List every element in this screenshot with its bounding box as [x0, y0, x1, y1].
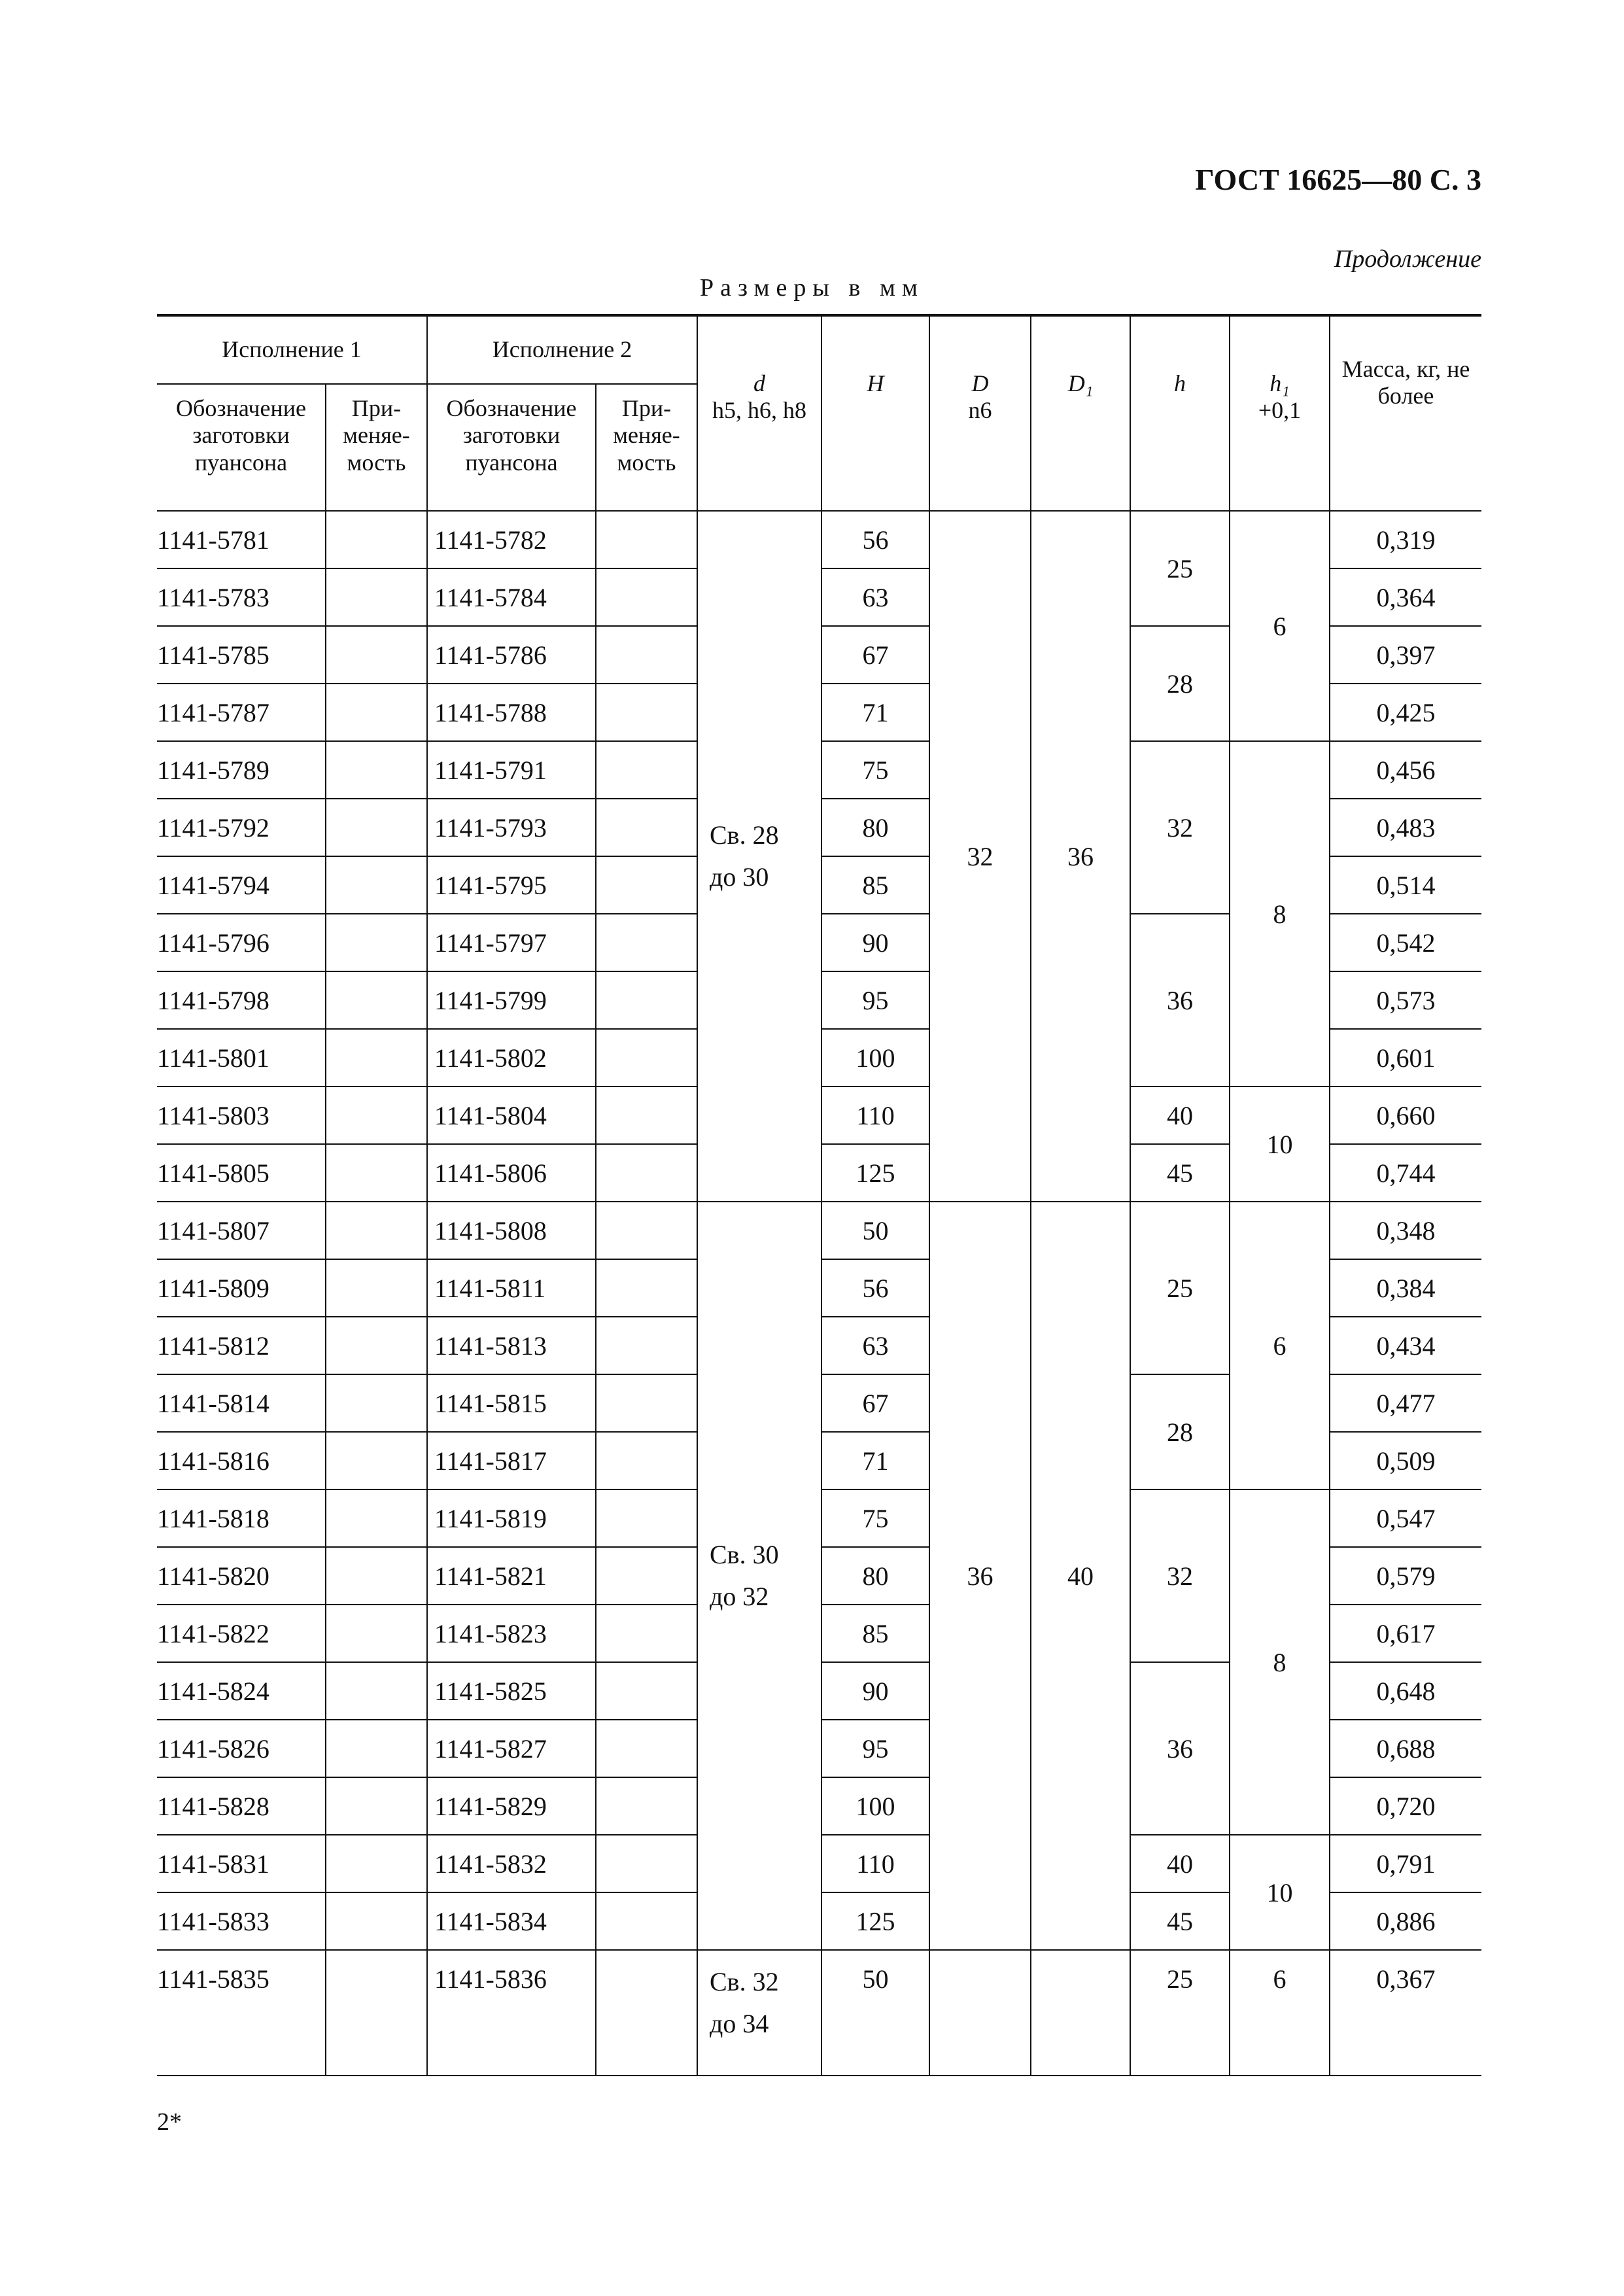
blank-code-2: 1141-5806: [427, 1144, 596, 1202]
cell-h: 25: [1130, 1950, 1230, 2076]
header-D1: D₁: [1031, 315, 1130, 511]
header-blank-code-2: Обозначение заготовки пуансона: [427, 384, 596, 511]
blank-code-2: 1141-5819: [427, 1489, 596, 1547]
blank-code-2: 1141-5832: [427, 1835, 596, 1892]
cell-mass: 0,434: [1330, 1317, 1481, 1374]
applicability-1: [326, 568, 427, 626]
cell-D-group-1: 32: [929, 511, 1031, 1202]
d-range-from: Св. 32: [710, 1967, 779, 1996]
cell-h: 40: [1130, 1087, 1230, 1144]
blank-code-1: 1141-5833: [157, 1892, 326, 1950]
table-row: [157, 1950, 1481, 2076]
blank-code-2: 1141-5799: [427, 971, 596, 1029]
blank-code-1: 1141-5835: [157, 1950, 326, 2076]
header-D: [929, 315, 1031, 511]
cell-D: [929, 1950, 1031, 2076]
cell-mass: 0,364: [1330, 568, 1481, 626]
blank-code-2: 1141-5802: [427, 1029, 596, 1087]
blank-code-1: 1141-5803: [157, 1087, 326, 1144]
header-h1-symbol: h₁: [1270, 370, 1290, 396]
group-header-execution-2: Исполнение 2: [427, 315, 697, 384]
cell-mass: 0,601: [1330, 1029, 1481, 1087]
blank-code-2: 1141-5815: [427, 1374, 596, 1432]
applicability-2: [596, 511, 697, 568]
cell-H: 63: [821, 1317, 929, 1374]
applicability-1: [326, 1029, 427, 1087]
blank-code-1: 1141-5789: [157, 741, 326, 799]
applicability-1: [326, 1087, 427, 1144]
applicability-1: [326, 914, 427, 971]
cell-h: 45: [1130, 1144, 1230, 1202]
d-range-from: Св. 30: [710, 1540, 779, 1569]
cell-H: 56: [821, 511, 929, 568]
cell-H: 71: [821, 684, 929, 741]
applicability-1: [326, 1892, 427, 1950]
cell-H: 95: [821, 971, 929, 1029]
cell-mass: 0,425: [1330, 684, 1481, 741]
cell-H: 85: [821, 1605, 929, 1662]
cell-mass: 0,477: [1330, 1374, 1481, 1432]
blank-code-1: 1141-5785: [157, 626, 326, 684]
blank-code-2: 1141-5836: [427, 1950, 596, 2076]
applicability-2: [596, 1432, 697, 1489]
d-range-group-2: [697, 1202, 821, 1950]
applicability-2: [596, 1835, 697, 1892]
cell-h: 36: [1130, 1662, 1230, 1835]
header-D-tolerance: n6: [968, 397, 992, 424]
applicability-2: [596, 1892, 697, 1950]
cell-mass: 0,617: [1330, 1605, 1481, 1662]
cell-H: 125: [821, 1892, 929, 1950]
blank-code-2: 1141-5797: [427, 914, 596, 971]
blank-code-1: 1141-5794: [157, 856, 326, 914]
cell-mass: 0,547: [1330, 1489, 1481, 1547]
cell-mass: 0,483: [1330, 799, 1481, 856]
blank-code-1: 1141-5807: [157, 1202, 326, 1259]
blank-code-1: 1141-5809: [157, 1259, 326, 1317]
cell-h1: 10: [1230, 1087, 1330, 1202]
d-range-group-3: [697, 1950, 821, 2076]
blank-code-2: 1141-5804: [427, 1087, 596, 1144]
cell-mass: 0,384: [1330, 1259, 1481, 1317]
page-header-title: ГОСТ 16625—80 С. 3: [1195, 163, 1481, 196]
applicability-2: [596, 1259, 697, 1317]
header-H: H: [821, 315, 929, 511]
applicability-2: [596, 1547, 697, 1605]
blank-code-2: 1141-5791: [427, 741, 596, 799]
applicability-1: [326, 684, 427, 741]
cell-mass: 0,509: [1330, 1432, 1481, 1489]
cell-D1-group-1: 36: [1031, 511, 1130, 1202]
blank-code-2: 1141-5827: [427, 1720, 596, 1777]
blank-code-1: 1141-5818: [157, 1489, 326, 1547]
table-caption: Размеры в мм: [700, 274, 924, 302]
blank-code-1: 1141-5828: [157, 1777, 326, 1835]
cell-mass: 0,720: [1330, 1777, 1481, 1835]
cell-H: 100: [821, 1777, 929, 1835]
header-mass: Масса, кг, не более: [1330, 315, 1481, 511]
blank-code-1: 1141-5824: [157, 1662, 326, 1720]
cell-h1: 8: [1230, 741, 1330, 1087]
header-h1-tolerance: +0,1: [1258, 397, 1302, 424]
applicability-1: [326, 1259, 427, 1317]
cell-H: 50: [821, 1202, 929, 1259]
applicability-2: [596, 1374, 697, 1432]
applicability-1: [326, 626, 427, 684]
applicability-2: [596, 799, 697, 856]
cell-mass: 0,744: [1330, 1144, 1481, 1202]
cell-H: 75: [821, 1489, 929, 1547]
blank-code-2: 1141-5823: [427, 1605, 596, 1662]
cell-H: 95: [821, 1720, 929, 1777]
cell-h: 40: [1130, 1835, 1230, 1892]
applicability-2: [596, 1489, 697, 1547]
d-range-to: до 32: [710, 1582, 769, 1611]
cell-H: 110: [821, 1835, 929, 1892]
blank-code-2: 1141-5825: [427, 1662, 596, 1720]
cell-H: 56: [821, 1259, 929, 1317]
applicability-1: [326, 1720, 427, 1777]
blank-code-2: 1141-5795: [427, 856, 596, 914]
cell-h: 25: [1130, 1202, 1230, 1374]
dimensions-table: [157, 314, 1481, 2076]
applicability-1: [326, 1605, 427, 1662]
header-h1: [1230, 315, 1330, 511]
cell-H: 71: [821, 1432, 929, 1489]
cell-h1: 6: [1230, 511, 1330, 741]
applicability-2: [596, 1720, 697, 1777]
applicability-1: [326, 741, 427, 799]
cell-h1: 6: [1230, 1950, 1330, 2076]
cell-H: 80: [821, 799, 929, 856]
cell-mass: 0,579: [1330, 1547, 1481, 1605]
cell-mass: 0,348: [1330, 1202, 1481, 1259]
cell-mass: 0,319: [1330, 511, 1481, 568]
applicability-2: [596, 741, 697, 799]
cell-H: 90: [821, 914, 929, 971]
cell-mass: 0,688: [1330, 1720, 1481, 1777]
cell-mass: 0,542: [1330, 914, 1481, 971]
cell-mass: 0,573: [1330, 971, 1481, 1029]
cell-H: 100: [821, 1029, 929, 1087]
table-row: [157, 1202, 1481, 1259]
blank-code-2: 1141-5793: [427, 799, 596, 856]
blank-code-1: 1141-5781: [157, 511, 326, 568]
header-applicability-1: При-меняе-мость: [326, 384, 427, 511]
blank-code-1: 1141-5805: [157, 1144, 326, 1202]
cell-mass: 0,456: [1330, 741, 1481, 799]
cell-mass: 0,648: [1330, 1662, 1481, 1720]
cell-H: 67: [821, 1374, 929, 1432]
applicability-2: [596, 856, 697, 914]
blank-code-1: 1141-5796: [157, 914, 326, 971]
cell-mass: 0,660: [1330, 1087, 1481, 1144]
applicability-2: [596, 1144, 697, 1202]
applicability-2: [596, 914, 697, 971]
header-blank-code-1: Обозначение заготовки пуансона: [157, 384, 326, 511]
applicability-2: [596, 971, 697, 1029]
header-d-symbol: d: [753, 370, 765, 396]
cell-h: 36: [1130, 914, 1230, 1087]
cell-H: 67: [821, 626, 929, 684]
blank-code-1: 1141-5816: [157, 1432, 326, 1489]
cell-H: 50: [821, 1950, 929, 2076]
cell-mass: 0,791: [1330, 1835, 1481, 1892]
blank-code-2: 1141-5811: [427, 1259, 596, 1317]
cell-H: 80: [821, 1547, 929, 1605]
d-range-to: до 30: [710, 862, 769, 892]
cell-h1: 6: [1230, 1202, 1330, 1489]
cell-H: 90: [821, 1662, 929, 1720]
cell-D1-group-2: 40: [1031, 1202, 1130, 1950]
blank-code-1: 1141-5783: [157, 568, 326, 626]
cell-D-group-2: 36: [929, 1202, 1031, 1950]
cell-D1: [1031, 1950, 1130, 2076]
blank-code-1: 1141-5826: [157, 1720, 326, 1777]
blank-code-2: 1141-5817: [427, 1432, 596, 1489]
applicability-1: [326, 1374, 427, 1432]
blank-code-2: 1141-5782: [427, 511, 596, 568]
cell-mass: 0,397: [1330, 626, 1481, 684]
blank-code-1: 1141-5787: [157, 684, 326, 741]
applicability-1: [326, 971, 427, 1029]
applicability-1: [326, 1777, 427, 1835]
blank-code-1: 1141-5792: [157, 799, 326, 856]
cell-h: 28: [1130, 1374, 1230, 1489]
d-range-group-1: [697, 511, 821, 1202]
blank-code-1: 1141-5801: [157, 1029, 326, 1087]
cell-mass: 0,886: [1330, 1892, 1481, 1950]
blank-code-1: 1141-5820: [157, 1547, 326, 1605]
header-d-tolerance: h5, h6, h8: [712, 397, 806, 424]
applicability-2: [596, 1605, 697, 1662]
applicability-1: [326, 1489, 427, 1547]
blank-code-1: 1141-5831: [157, 1835, 326, 1892]
applicability-2: [596, 1202, 697, 1259]
applicability-1: [326, 799, 427, 856]
cell-H: 85: [821, 856, 929, 914]
blank-code-2: 1141-5808: [427, 1202, 596, 1259]
header-d: [697, 315, 821, 511]
header-applicability-2: При-меняе-мость: [596, 384, 697, 511]
applicability-1: [326, 856, 427, 914]
blank-code-1: 1141-5822: [157, 1605, 326, 1662]
table-row: [157, 511, 1481, 568]
cell-h: 32: [1130, 1489, 1230, 1662]
applicability-1: [326, 1317, 427, 1374]
applicability-1: [326, 1950, 427, 2076]
continuation-label: Продолжение: [1334, 245, 1481, 273]
blank-code-1: 1141-5814: [157, 1374, 326, 1432]
cell-h1: 10: [1230, 1835, 1330, 1950]
blank-code-2: 1141-5788: [427, 684, 596, 741]
cell-H: 75: [821, 741, 929, 799]
applicability-2: [596, 684, 697, 741]
cell-H: 110: [821, 1087, 929, 1144]
applicability-1: [326, 1835, 427, 1892]
header-D-symbol: D: [971, 370, 989, 396]
blank-code-2: 1141-5786: [427, 626, 596, 684]
applicability-1: [326, 1662, 427, 1720]
blank-code-2: 1141-5834: [427, 1892, 596, 1950]
d-range-to: до 34: [710, 2009, 769, 2038]
blank-code-1: 1141-5812: [157, 1317, 326, 1374]
applicability-2: [596, 568, 697, 626]
applicability-1: [326, 1144, 427, 1202]
page-footer-mark: 2*: [157, 2108, 182, 2136]
blank-code-2: 1141-5821: [427, 1547, 596, 1605]
applicability-2: [596, 1029, 697, 1087]
blank-code-2: 1141-5813: [427, 1317, 596, 1374]
cell-h1: 8: [1230, 1489, 1330, 1835]
applicability-2: [596, 1662, 697, 1720]
d-range-from: Св. 28: [710, 820, 779, 850]
applicability-2: [596, 626, 697, 684]
blank-code-1: 1141-5798: [157, 971, 326, 1029]
table-body: [157, 511, 1481, 2076]
cell-h: 25: [1130, 511, 1230, 626]
group-header-execution-1: Исполнение 1: [157, 315, 427, 384]
applicability-2: [596, 1950, 697, 2076]
applicability-2: [596, 1087, 697, 1144]
cell-h: 45: [1130, 1892, 1230, 1950]
applicability-1: [326, 511, 427, 568]
cell-H: 125: [821, 1144, 929, 1202]
cell-H: 63: [821, 568, 929, 626]
cell-h: 32: [1130, 741, 1230, 914]
blank-code-2: 1141-5829: [427, 1777, 596, 1835]
header-h: h: [1130, 315, 1230, 511]
applicability-2: [596, 1777, 697, 1835]
blank-code-2: 1141-5784: [427, 568, 596, 626]
applicability-2: [596, 1317, 697, 1374]
applicability-1: [326, 1547, 427, 1605]
applicability-1: [326, 1202, 427, 1259]
applicability-1: [326, 1432, 427, 1489]
cell-h: 28: [1130, 626, 1230, 741]
cell-mass: 0,514: [1330, 856, 1481, 914]
cell-mass: 0,367: [1330, 1950, 1481, 2076]
